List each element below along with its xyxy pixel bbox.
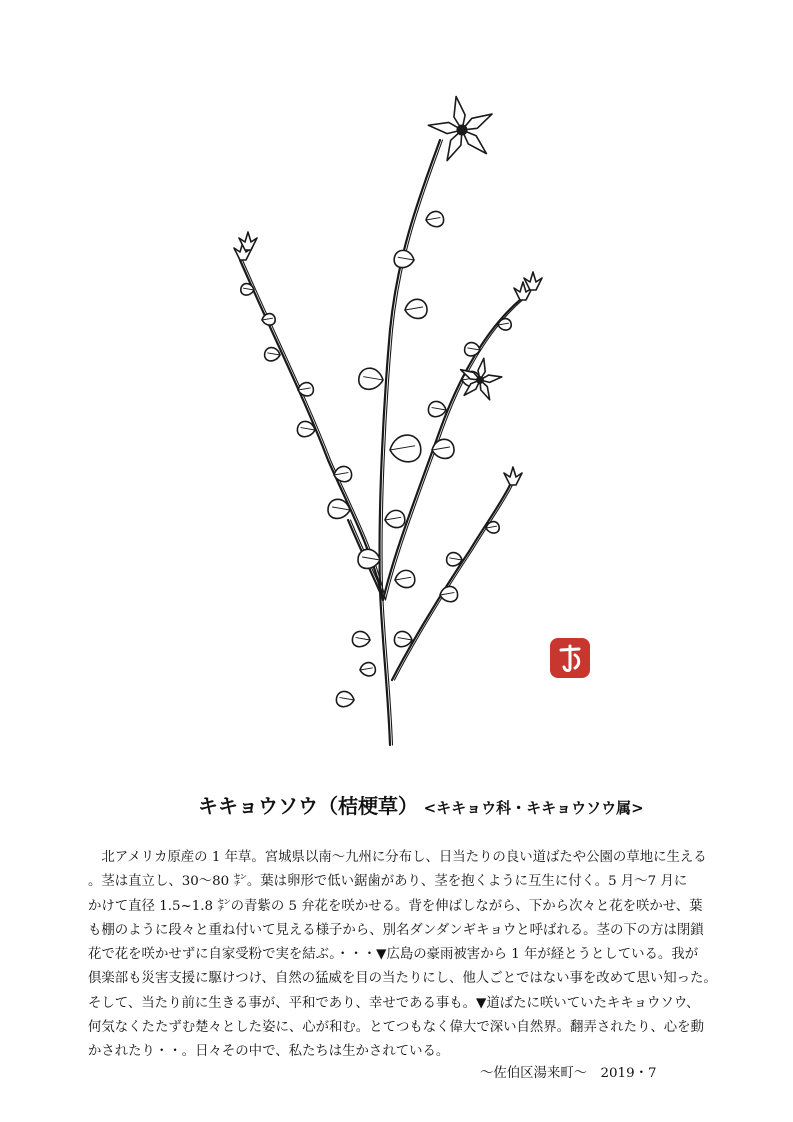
leaf xyxy=(405,299,427,318)
plant-family: <キキョウ科・キキョウソウ属> xyxy=(423,799,644,817)
leaf xyxy=(394,250,414,267)
text-line: かけて直径 1.5~1.8 ㌢の青紫の 5 弁花を咲かせる。背を伸ばしながら、下から次々と花を咲かせ、葉 xyxy=(88,898,703,914)
flower xyxy=(428,97,492,161)
text-line: 倶楽部も災害支援に駆けつけ、自然の猛威を目の当たりにし、他人ごとではない事を改めて思い知った。 xyxy=(88,971,717,987)
leaf xyxy=(359,368,383,389)
flower-center xyxy=(457,125,467,135)
text-line: 。茎は直立し、30～80 ㌢。葉は卵形で低い鋸歯があり、茎を抱くように互生に付く。5 月～7 月に xyxy=(88,874,688,890)
description-text xyxy=(88,846,748,1065)
text-line: 花で花を咲かせずに自家受粉で実を結ぶ。・・・▼広島の豪雨被害から 1 年が経とうとしている。我が xyxy=(88,947,699,963)
flowers xyxy=(234,97,542,485)
signature: ～佐伯区湯来町～ 2019・7 xyxy=(480,1066,657,1081)
bud xyxy=(524,272,542,290)
leaf xyxy=(395,570,415,587)
bud xyxy=(504,467,522,485)
stems xyxy=(240,140,523,745)
text-line: 何気なくたたずむ楚々とした姿に、心が和む。とてつもなく偉大で深い自然界。翻弄されたり、心を動 xyxy=(88,1020,704,1036)
leaves xyxy=(241,211,511,706)
leaf xyxy=(385,510,405,527)
text-line: そして、当たり前に生きる事が、平和であり、幸せである事も。▼道ばたに咲いていたキキョウソウ、 xyxy=(88,995,700,1011)
flower-center xyxy=(477,377,483,383)
leaf xyxy=(390,435,421,462)
text-line: 北アメリカ原産の 1 年草。宮城県以南～九州に分布し、日当たりの良い道ばたや公園の草地に生える xyxy=(88,850,707,865)
artist-seal xyxy=(550,638,590,678)
page-title xyxy=(198,790,758,819)
plant-name: キキョウソウ（桔梗草） xyxy=(198,794,418,818)
text-line: も棚のように段々と重ね付いて見える様子から、別名ダンダンギキョウと呼ばれる。茎の下の方は閉鎖 xyxy=(88,922,704,938)
text-line: かされたり・・。日々その中で、私たちは生かされている。 xyxy=(88,1044,450,1060)
plant-illustration xyxy=(200,80,600,760)
leaf xyxy=(358,549,380,568)
